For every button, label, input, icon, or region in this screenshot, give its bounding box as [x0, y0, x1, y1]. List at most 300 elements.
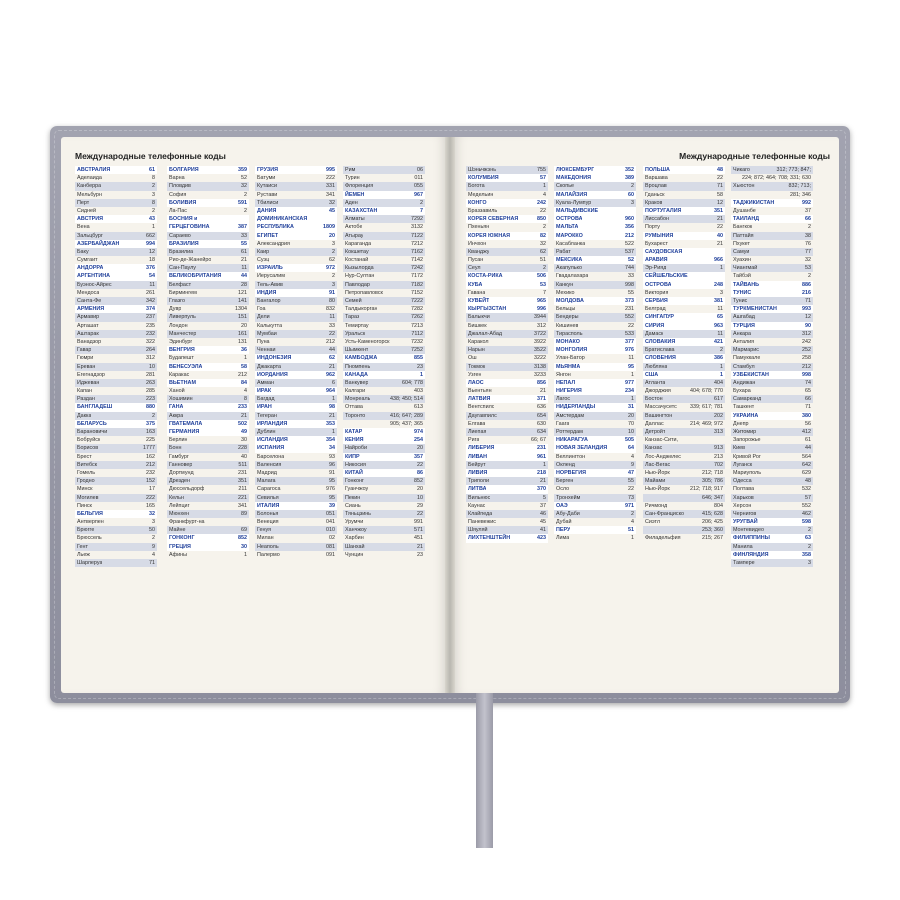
city-row — [255, 395, 337, 403]
city-name: Эр-Рияд — [645, 265, 667, 272]
country-name: ТАИЛАНД — [733, 216, 760, 223]
dialing-code: 1809 — [323, 224, 335, 231]
city-name: Иерусалим — [257, 273, 286, 280]
city-name: Бельцы — [556, 306, 576, 313]
city-name: Ла-Пас — [169, 207, 187, 214]
dialing-code: 52 — [241, 175, 247, 182]
city-row — [731, 338, 813, 346]
city-row — [343, 264, 425, 272]
city-name: Брест — [77, 453, 92, 460]
country-name: НИДЕРЛАНДЫ — [556, 404, 596, 411]
city-row — [731, 264, 813, 272]
country-name: АРМЕНИЯ — [77, 306, 105, 313]
dialing-code: 281 — [146, 371, 155, 378]
city-row — [554, 264, 636, 272]
city-row — [343, 526, 425, 534]
country-name: ГЕРЦЕГОВИНА — [169, 224, 210, 231]
dialing-code: 231 — [238, 469, 247, 476]
country-name: ИСЛАНДИЯ — [257, 437, 288, 444]
city-row — [643, 289, 725, 297]
dialing-code: 233 — [238, 404, 247, 411]
dialing-code: 1 — [332, 396, 335, 403]
dialing-code: 380 — [802, 412, 811, 419]
dialing-code: 856 — [537, 379, 546, 386]
city-name: Вашингтон — [645, 412, 673, 419]
dialing-code: 964 — [326, 388, 335, 395]
country-name: ИТАЛИЯ — [257, 502, 280, 509]
city-name: Улан-Батор — [556, 355, 585, 362]
city-name: Бендеры — [556, 314, 579, 321]
city-name: Филадельфия — [645, 535, 681, 542]
city-row — [731, 363, 813, 371]
dialing-code: 591 — [238, 199, 247, 206]
dialing-code: 11 — [717, 330, 723, 337]
city-name: Ереван — [77, 363, 96, 370]
city-name: Оттава — [345, 404, 363, 411]
dialing-code: 404; 678; 770 — [690, 388, 723, 395]
city-name: Кокшетау — [345, 248, 369, 255]
dialing-code: 375 — [146, 420, 155, 427]
dialing-code: 404 — [714, 379, 723, 386]
dialing-code: 12 — [717, 199, 723, 206]
country-row — [554, 526, 636, 534]
city-row — [167, 453, 249, 461]
dialing-code — [632, 207, 634, 215]
country-name: ГЕРМАНИЯ — [169, 429, 200, 435]
dialing-code: 49 — [241, 429, 247, 435]
city-name: Любляна — [645, 363, 668, 370]
dialing-code: 055 — [414, 183, 423, 190]
country-row — [643, 166, 725, 174]
country-row — [466, 272, 548, 280]
dialing-code: 880 — [146, 404, 155, 411]
country-row — [466, 485, 548, 493]
country-name: ГОНКОНГ — [169, 535, 195, 542]
dialing-code: 62 — [329, 257, 335, 264]
city-row — [75, 281, 157, 289]
city-name: Талдыкорган — [345, 306, 378, 313]
dialing-code: 351 — [238, 478, 247, 485]
city-row — [466, 387, 548, 395]
city-row — [643, 174, 725, 182]
city-row — [643, 428, 725, 436]
dialing-code: 20 — [417, 445, 423, 452]
city-name: Гавана — [468, 289, 486, 296]
country-name: АЗЕРБАЙДЖАН — [77, 240, 120, 247]
country-name: ЛАТВИЯ — [468, 396, 491, 403]
city-name: Брюссель — [77, 535, 102, 542]
dialing-code: 20 — [628, 412, 634, 419]
dialing-code: 165 — [146, 502, 155, 509]
dialing-code: 31 — [628, 404, 634, 411]
country-name: РУМЫНИЯ — [645, 232, 674, 239]
city-row — [554, 461, 636, 469]
dialing-code: 1 — [244, 355, 247, 362]
city-name: Сидней — [77, 207, 97, 214]
city-row — [167, 207, 249, 215]
country-name: КАТАР — [345, 429, 363, 435]
dialing-code: 80 — [329, 298, 335, 304]
dialing-code: 36 — [241, 347, 247, 354]
city-row — [466, 346, 548, 354]
city-name: Тирасполь — [556, 330, 583, 337]
city-name: Хьюстон — [733, 183, 755, 190]
country-name: США — [645, 371, 659, 378]
country-name: КИПР — [345, 453, 360, 460]
country-name: ГВАТЕМАЛА — [169, 420, 203, 427]
country-name: СЛОВАКИЯ — [645, 338, 676, 345]
country-name: ГРЕЦИЯ — [169, 543, 191, 550]
city-name: Бразилиа — [169, 248, 194, 255]
country-row — [731, 371, 813, 379]
city-row — [554, 428, 636, 436]
dialing-code: 91 — [329, 469, 335, 476]
dialing-code: 3 — [152, 191, 155, 198]
dialing-code: 70 — [628, 420, 634, 427]
city-name: Сиэтл — [645, 519, 661, 526]
city-name: Амстердам — [556, 412, 585, 419]
country-row — [731, 412, 813, 420]
country-row — [466, 379, 548, 387]
dialing-code: 312 — [146, 355, 155, 362]
city-name: Турин — [345, 175, 360, 182]
dialing-code: 40 — [717, 232, 723, 239]
country-row — [75, 305, 157, 313]
city-name: Арташат — [77, 322, 99, 329]
country-name: МАЛЬДИВСКИЕ — [556, 207, 599, 214]
country-row — [554, 166, 636, 174]
city-row — [731, 510, 813, 518]
dialing-code: 231 — [537, 445, 546, 452]
city-name: Лиепая — [468, 429, 487, 435]
city-row — [167, 264, 249, 272]
dialing-code: 22 — [329, 330, 335, 337]
city-row — [643, 412, 725, 420]
dialing-code: 212 — [625, 232, 634, 239]
country-name: ТАДЖИКИСТАН — [733, 199, 775, 206]
city-name: Раздан — [77, 396, 95, 403]
country-row — [466, 232, 548, 240]
city-row — [255, 330, 337, 338]
dialing-code: 121 — [238, 289, 247, 296]
city-row — [343, 256, 425, 264]
dialing-code: 264 — [146, 347, 155, 354]
city-name: Канзас — [645, 445, 663, 452]
city-row — [75, 289, 157, 297]
dialing-code: 66 — [805, 216, 811, 223]
city-name: Днепр — [733, 420, 749, 427]
country-row — [554, 346, 636, 354]
city-row — [554, 477, 636, 485]
dialing-code: 62 — [329, 355, 335, 362]
city-row — [554, 518, 636, 526]
dialing-code: 511 — [238, 461, 247, 468]
city-name: Венеция — [257, 519, 279, 526]
country-name: БЕЛЬГИЯ — [77, 510, 103, 517]
city-row — [167, 322, 249, 330]
dialing-code: 96 — [329, 461, 335, 468]
city-row — [554, 510, 636, 518]
country-name: ОАЭ — [556, 502, 568, 509]
dialing-code: 552 — [625, 314, 634, 321]
dialing-code: 505 — [625, 437, 634, 444]
dialing-code: 65 — [717, 314, 723, 321]
dialing-code: 55 — [628, 289, 634, 296]
dialing-code: 313 — [714, 429, 723, 435]
dialing-code: 991 — [414, 519, 423, 526]
country-name: ТУРКМЕНИСТАН — [733, 306, 777, 313]
country-name: МАРОККО — [556, 232, 583, 239]
city-name: Массачусетс — [645, 404, 677, 411]
dialing-code: 263 — [146, 379, 155, 386]
city-name: Рио-де-Жанейро — [169, 257, 212, 264]
dialing-code: 21 — [717, 240, 723, 247]
dialing-code: 152 — [146, 478, 155, 485]
dialing-code: 322 — [146, 338, 155, 345]
country-name: МОЛДОВА — [556, 298, 584, 304]
country-row — [554, 297, 636, 305]
country-name: ФИНЛЯНДИЯ — [733, 551, 769, 558]
dialing-code: 30 — [241, 437, 247, 444]
dialing-code: 95 — [329, 494, 335, 501]
city-name: Сан-Паулу — [169, 265, 196, 272]
code-column — [343, 166, 425, 559]
country-row — [255, 289, 337, 297]
dialing-code: 89 — [241, 510, 247, 517]
dialing-code: 7 — [543, 289, 546, 296]
country-name: КУБА — [468, 281, 483, 288]
city-name: Роттердам — [556, 429, 583, 435]
city-name: Мехико — [556, 289, 575, 296]
city-row — [643, 485, 725, 493]
city-row — [643, 461, 725, 469]
city-name: Берлин — [169, 437, 188, 444]
dialing-code: 387 — [238, 224, 247, 231]
city-row — [255, 199, 337, 207]
city-row — [75, 461, 157, 469]
city-row — [466, 248, 548, 256]
city-name: Кванджу — [468, 248, 490, 255]
city-name: Будапешт — [169, 355, 194, 362]
city-name: Гаага — [556, 420, 570, 427]
city-name: Душанбе — [733, 207, 756, 214]
country-name: ОСТРОВА — [645, 281, 672, 288]
city-row — [731, 428, 813, 436]
city-name: Детройт — [645, 429, 666, 435]
dialing-code: 206; 425 — [702, 519, 723, 526]
dialing-code: 232 — [146, 330, 155, 337]
city-name: Каунас — [468, 502, 486, 509]
city-name: Канберра — [77, 183, 102, 190]
city-row — [75, 559, 157, 567]
city-row — [731, 207, 813, 215]
city-name: Сарагоса — [257, 486, 281, 493]
dialing-code: 228 — [238, 445, 247, 452]
city-name: Капан — [77, 388, 93, 395]
country-row — [554, 387, 636, 395]
city-name: Борисов — [77, 445, 99, 452]
city-row — [731, 354, 813, 362]
city-name: Варна — [169, 175, 185, 182]
city-row — [167, 354, 249, 362]
dialing-code: 3 — [332, 281, 335, 288]
country-row — [643, 281, 725, 289]
dialing-code: 48 — [717, 167, 723, 173]
city-row — [343, 313, 425, 321]
city-row — [731, 477, 813, 485]
city-name: Монтевидео — [733, 527, 764, 534]
city-name: Дувр — [169, 306, 182, 313]
city-row — [255, 363, 337, 371]
city-name: Шымкент — [345, 347, 369, 354]
city-row — [167, 395, 249, 403]
dialing-code: 642 — [802, 461, 811, 468]
country-row — [255, 232, 337, 240]
dialing-code: 93 — [329, 453, 335, 460]
city-name: Варшава — [645, 175, 668, 182]
country-row — [554, 191, 636, 199]
city-name: Афины — [169, 551, 187, 558]
dialing-code: 7213 — [411, 322, 423, 329]
dialing-code: 341 — [238, 502, 247, 509]
city-row — [343, 305, 425, 313]
city-name: Аштарак — [77, 330, 99, 337]
country-row — [167, 346, 249, 354]
city-name: Сиань — [345, 502, 361, 509]
city-name: Акапулько — [556, 265, 582, 272]
city-row — [731, 313, 813, 321]
dialing-code: 60 — [628, 191, 634, 198]
city-row — [343, 182, 425, 190]
city-row — [643, 403, 725, 411]
dialing-code: 2 — [808, 224, 811, 231]
city-name: Гюмри — [77, 355, 94, 362]
dialing-code — [721, 272, 723, 280]
country-row — [255, 166, 337, 174]
country-name: КОНГО — [468, 199, 487, 206]
city-name: Лас-Вегас — [645, 461, 671, 468]
country-row — [75, 264, 157, 272]
city-name: Флоренция — [345, 183, 374, 190]
city-row — [731, 559, 813, 567]
city-row — [75, 346, 157, 354]
dialing-code: 974 — [414, 429, 423, 435]
city-row — [167, 494, 249, 502]
city-row — [255, 510, 337, 518]
city-row — [255, 305, 337, 313]
dialing-code: 23 — [417, 551, 423, 558]
dialing-code: 629 — [802, 469, 811, 476]
dialing-code: 82 — [540, 232, 546, 239]
city-name: Палермо — [257, 551, 280, 558]
city-name: Шанхай — [345, 543, 365, 550]
dialing-code: 71 — [805, 298, 811, 304]
city-name: Актобе — [345, 224, 363, 231]
city-name: Гродно — [77, 478, 95, 485]
country-row — [343, 191, 425, 199]
country-row — [75, 215, 157, 223]
city-row — [167, 485, 249, 493]
city-name: Гонконг — [345, 478, 364, 485]
dialing-code: 161 — [238, 330, 247, 337]
city-name: Костанай — [345, 257, 369, 264]
city-name: Гомель — [77, 469, 96, 476]
dialing-code: 3 — [808, 560, 811, 566]
city-name: Тбилиси — [257, 199, 279, 206]
country-row — [255, 223, 337, 231]
dialing-code: 963 — [714, 322, 723, 329]
dialing-code: 06 — [417, 167, 423, 173]
city-row — [466, 363, 548, 371]
city-row — [343, 289, 425, 297]
country-name: КАНАДА — [345, 371, 368, 378]
dialing-code: 598 — [802, 519, 811, 526]
dialing-code: 58 — [241, 363, 247, 370]
city-row — [75, 207, 157, 215]
city-name: Армавир — [77, 314, 100, 321]
city-row — [167, 338, 249, 346]
country-name: КИТАЙ — [345, 469, 363, 476]
city-row — [643, 363, 725, 371]
city-name: Ташкент — [733, 404, 755, 411]
country-row — [643, 322, 725, 330]
dialing-code: 29 — [417, 502, 423, 509]
city-row — [75, 534, 157, 542]
city-name: Мадрид — [257, 469, 277, 476]
country-name: КОЛУМБИЯ — [468, 175, 499, 182]
dialing-code: 654 — [537, 412, 546, 419]
city-row — [255, 485, 337, 493]
city-name: Бейрут — [468, 461, 486, 468]
country-name: УЗБЕКИСТАН — [733, 371, 769, 378]
country-row — [643, 232, 725, 240]
country-name: ЛИТВА — [468, 486, 487, 493]
dialing-code: 11 — [241, 265, 247, 272]
dialing-code: 998 — [802, 371, 811, 378]
dialing-code: 51 — [628, 527, 634, 534]
city-name: Янгон — [556, 371, 571, 378]
country-row — [167, 166, 249, 174]
dialing-code: 462 — [802, 510, 811, 517]
dialing-code: 163 — [146, 429, 155, 435]
dialing-code: 2 — [720, 347, 723, 354]
country-row — [343, 354, 425, 362]
city-row — [255, 412, 337, 420]
city-row — [255, 534, 337, 542]
dialing-code: 2 — [543, 224, 546, 231]
city-name: Херсон — [733, 502, 752, 509]
city-row — [343, 330, 425, 338]
dialing-code: 960 — [625, 216, 634, 223]
city-row — [255, 494, 337, 502]
city-row — [343, 297, 425, 305]
dialing-code: 22 — [417, 461, 423, 468]
country-row — [643, 338, 725, 346]
country-row — [343, 453, 425, 461]
city-name: Киев — [733, 445, 746, 452]
city-row — [167, 297, 249, 305]
city-name: Медельин — [468, 191, 494, 198]
city-name: Ош — [468, 355, 477, 362]
page-gutter — [445, 137, 455, 693]
city-name: Елгава — [468, 420, 486, 427]
city-name: Пномпень — [345, 363, 371, 370]
country-row — [731, 215, 813, 223]
city-name: Джалал-Абад — [468, 330, 503, 337]
city-name: Триполи — [468, 478, 489, 485]
dialing-code: 994 — [146, 240, 155, 247]
city-name: Чиангмай — [733, 265, 758, 272]
